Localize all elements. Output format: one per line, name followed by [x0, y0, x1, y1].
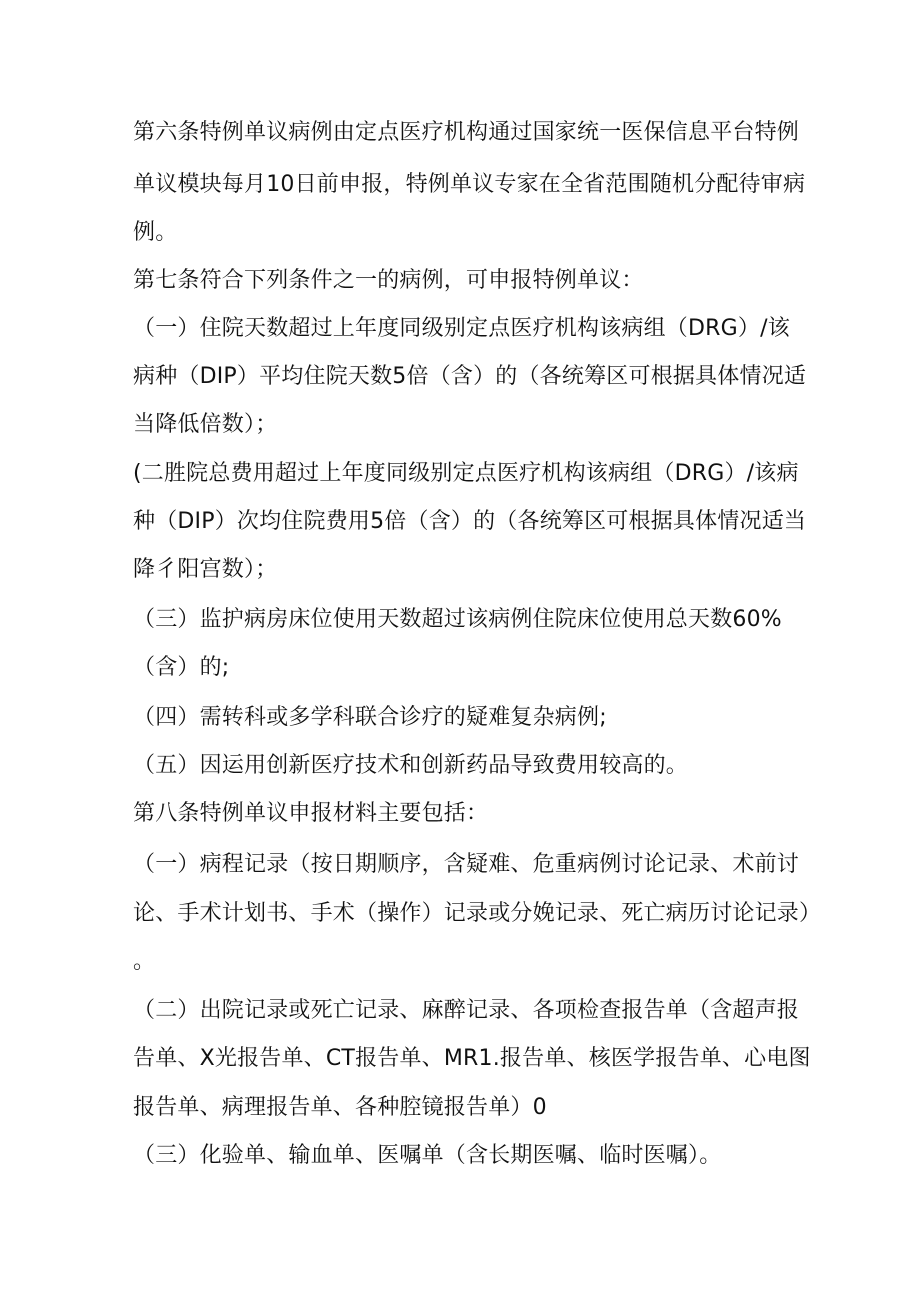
- text-line: 当降低倍数）；: [133, 412, 278, 437]
- text-line: 第八条特例单议申报材料主要包括：: [133, 801, 489, 826]
- text-line: 例。: [133, 220, 178, 245]
- text-line: 第七条符合下列条件之一的病例，可申报特例单议：: [133, 268, 644, 293]
- text-line: 。: [133, 949, 156, 974]
- text-line: （含）的;: [133, 655, 230, 680]
- text-line: 论、手术计划书、手术（操作）记录或分娩记录、死亡病历讨论记录）: [133, 901, 822, 926]
- text-line: （一）住院天数超过上年度同级别定点医疗机构该病组（DRG）/该: [133, 316, 790, 341]
- text-line: （四）需转科或多学科联合诊疗的疑难复杂病例;: [133, 705, 607, 730]
- text-line: （五）因运用创新医疗技术和创新药品导致费用较高的。: [133, 753, 689, 778]
- text-line: 病种（DIP）平均住院天数5倍（含）的（各统筹区可根据具体情况适: [133, 364, 807, 389]
- text-line: 降彳阳宫数）；: [133, 557, 278, 582]
- text-line: 单议模块每月10日前申报，特例单议专家在全省范围随机分配待审病: [133, 172, 806, 197]
- text-line: (二胜院总费用超过上年度同级别定点医疗机构该病组（DRG）/该病: [133, 461, 799, 486]
- text-line: （一）病程记录（按日期顺序，含疑难、危重病例讨论记录、术前讨: [133, 852, 800, 877]
- text-line: 第六条特例单议病例由定点医疗机构通过国家统一医保信息平台特例: [133, 120, 800, 145]
- text-line: （三）监护病房床位使用天数超过该病例住院床位使用总天数60%: [133, 607, 782, 632]
- text-line: （三）化验单、输血单、医嘱单（含长期医嘱、临时医嘱）。: [133, 1143, 722, 1168]
- text-line: （二）出院记录或死亡记录、麻醉记录、各项检查报告单（含超声报: [133, 998, 800, 1023]
- text-line: 告单、X光报告单、CT报告单、MR1.报告单、核医学报告单、心电图: [133, 1046, 811, 1071]
- text-line: 报告单、病理报告单、各种腔镜报告单）0: [133, 1095, 547, 1120]
- text-line: 种（DIP）次均住院费用5倍（含）的（各统筹区可根据具体情况适当: [133, 509, 807, 534]
